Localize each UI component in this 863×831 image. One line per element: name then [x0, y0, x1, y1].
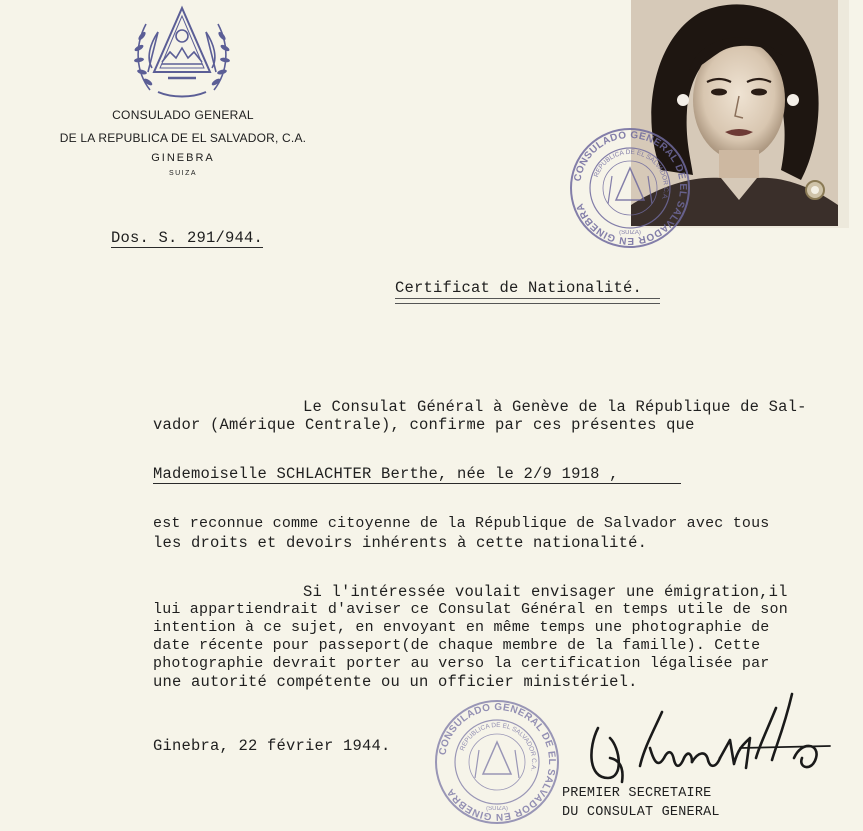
paragraph3-line4: date récente pour passeport(de chaque membre de la famille). Cette: [153, 637, 761, 654]
seal2-outer-text: CONSULADO GENERAL DE EL SALVADOR EN GINEBRA: [437, 701, 558, 823]
letterhead-republic: DE LA REPUBLICA DE EL SALVADOR, C.A.: [59, 131, 307, 145]
consulate-seal-stamp: [568, 126, 692, 250]
title-underline: [395, 298, 660, 304]
paragraph1-line2: vador (Amérique Centrale), confirme par ces présentes que: [153, 416, 695, 434]
seal2-inner-text: REPUBLICA DE EL SALVADOR C.A.: [458, 721, 538, 772]
seal-inner-text: REPUBLICA DE EL SALVADOR C.A.: [592, 148, 670, 202]
paragraph3-line3: intention à ce sujet, en envoyant en même temps une photographie de: [153, 619, 770, 636]
place-and-date: Ginebra, 22 février 1944.: [153, 737, 391, 755]
paragraph3-line6: une autorité compétente ou un officier ministériel.: [153, 673, 638, 691]
seal-bottom-text: (SUIZA): [619, 230, 641, 236]
letterhead-consulate: CONSULADO GENERAL: [112, 108, 254, 122]
letterhead-city: GINEBRA: [151, 152, 215, 164]
paragraph3-line5: photographie devrait porter au verso la certification légalisée par: [153, 655, 770, 672]
paragraph3-line2: lui appartiendrait d'aviser ce Consulat Général en temps utile de son: [153, 601, 788, 618]
seal-outer-text: CONSULADO GENERAL DE EL SALVADOR EN GINEBRA: [572, 129, 689, 247]
dossier-number: Dos. S. 291/944.: [111, 229, 264, 247]
paragraph2-line1: est reconnue comme citoyenne de la République de Salvador avec tous: [153, 515, 770, 532]
signatory-title-line2: DU CONSULAT GENERAL: [562, 805, 720, 820]
paragraph2-line2: les droits et devoirs inhérents à cette nationalité.: [153, 534, 648, 552]
signatory-title-line1: PREMIER SECRETAIRE: [562, 786, 712, 801]
coat-of-arms-emblem: [128, 2, 236, 102]
paragraph3-line1: Si l'intéressée voulait envisager une émigration,il: [303, 583, 788, 601]
letterhead-country: SUIZA: [168, 170, 198, 177]
document-title: Certificat de Nationalité.: [395, 279, 643, 297]
seal2-bottom-text: (SUIZA): [486, 806, 508, 812]
paragraph1-line1: Le Consulat Général à Genève de la République de Sal-: [303, 398, 807, 416]
handwritten-signature: [580, 688, 842, 788]
consulate-seal-stamp-bottom: [433, 698, 561, 826]
subject-line: Mademoiselle SCHLACHTER Berthe, née le 2/9 1918 ,: [153, 465, 681, 484]
